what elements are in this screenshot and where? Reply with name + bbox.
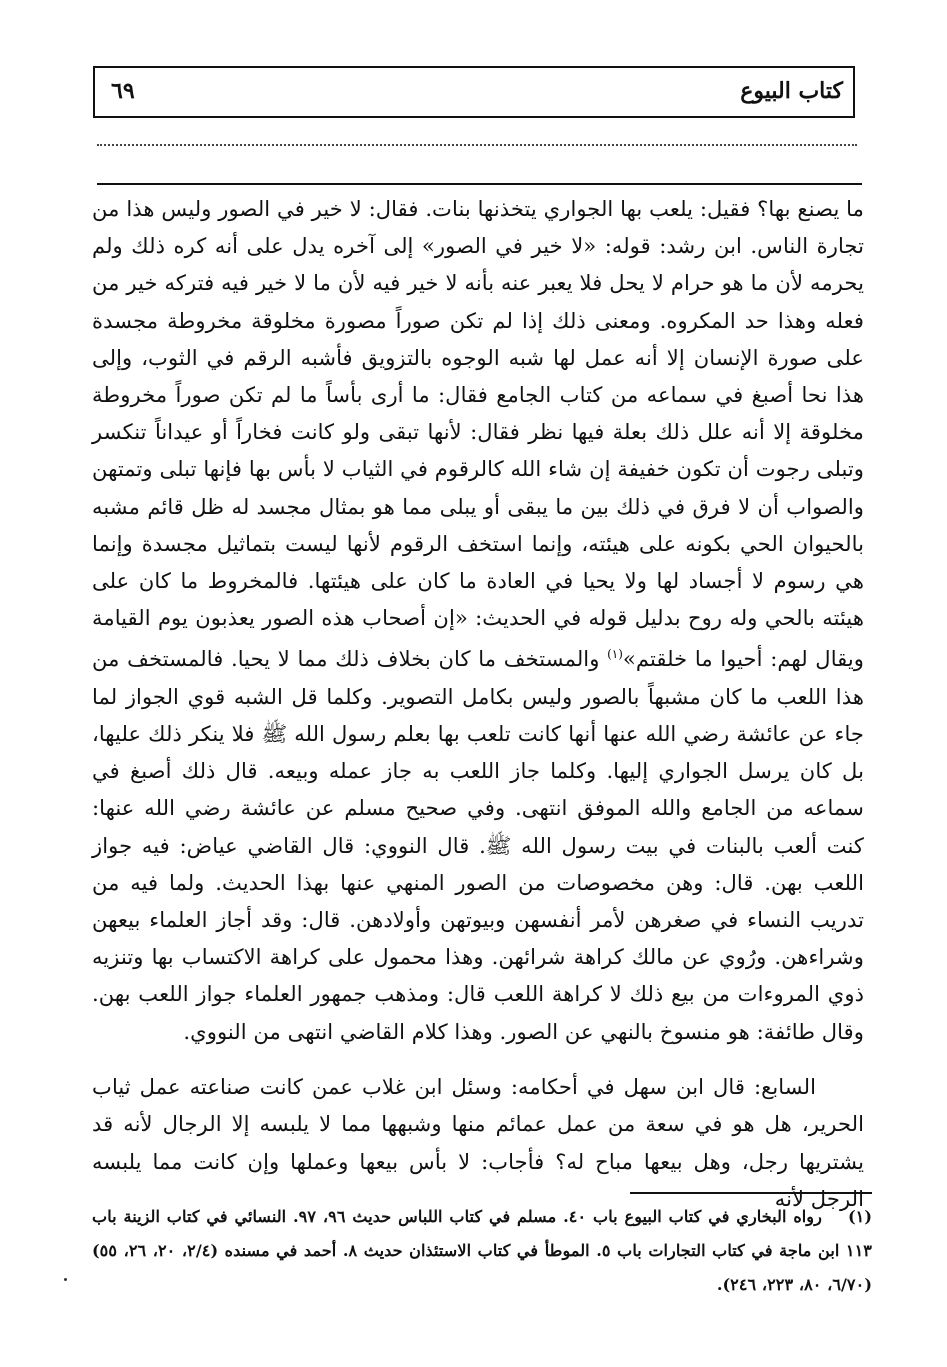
paragraph-1-continuation: والمستخف ما كان بخلاف ذلك مما لا يحيا. فالمستخف من هذا اللعب ما كان مشبهاً بالصور وليس بكامل التصوير. وكلما قل الشبه قوي الجواز لما جاء عن عائشة رضي الله عنها أنها كانت تلعب بها بعلم رسول الله ﷺ فلا ينكر ذلك عليها، بل كان يرسل الجواري إليها. وكلما جاز اللعب به جاز عمله وبيعه. قال ذلك أصبغ في سماعه من الجامع والله الموفق انتهى. وفي صحيح مسلم عن عائشة رضي الله عنها: كنت ألعب بالبنات في بيت رسول الله ﷺ. قال النووي: قال القاضي عياض: فيه جواز اللعب بهن. قال: وهن مخصوصات من الصور المنهي عنها بهذا الحديث. ولما فيه من تدريب النساء في صغرهن لأمر أنفسهن وبيوتهن وأولادهن. قال: وقد أجاز العلماء بيعهن وشراءهن. ورُوي عن مالك كراهة شرائهن. وهذا محمول على كراهة الاكتساب بها وتنزيه ذوي المروءات من بيع ذلك لا كراهة اللعب قال: ومذهب جمهور العلماء جواز اللعب بهن. وقال طائفة: هو منسوخ بالنهي عن الصور. وهذا كلام القاضي انتهى من النووي. (92, 646, 864, 1044)
footnote-rule (630, 1192, 872, 1194)
paragraph-1-start: ما يصنع بها؟ فقيل: يلعب بها الجواري يتخذنها بنات. فقال: لا خير في الصور وليس هذا من تجارة الناس. ابن رشد: قوله: «لا خير في الصور» إلى آخره يدل على أنه كره ذلك ولم يحرمه لأن ما هو حرام لا يحل فلا يعبر عنه بأنه لا خير فيه لأن ما لا خير فيه فتركه خير من فعله وهذا حد المكروه. ومعنى ذلك إذا لم تكن صوراً مصورة مخلوقة مخروطة مجسدة على صورة الإنسان إلا أنه عمل لها شبه الوجوه بالتزويق فأشبه الرقم في الثوب، وإلى هذا نحا أصبغ في سماعه من كتاب الجامع فقال: ما أرى بأساً ما لم تكن صوراً مخروطة مخلوقة إلا أنه علل ذلك بعلة فيها نظر فقال: لأنها تبقى ولو كانت فخاراً أو عيداناً تنكسر وتبلى رجوت أن تكون خفيفة إن شاء الله كالرقوم في الثياب لا بأس بها فإنها تبلى وتمتهن والصواب أن لا فرق في ذلك بين ما يبقى أو يبلى مما هو بمثال مجسد له ظل قائم مشبه بالحيوان الحي بكونه على هيئته، وإنما استخف الرقوم لأنها ليست بتماثيل مجسدة وإنما هي رسوم لا أجساد لها ولا يحيا في العادة ما كان على هيئتها. فالمخروط ما كان على هيئته بالحي وله روح بدليل قوله في الحديث: «إن أصحاب هذه الصور يعذبون يوم القيامة ويقال لهم: أحيوا ما خلقتم» (92, 196, 865, 672)
footnote-reference[interactable]: (١) (607, 647, 623, 662)
footnote-text: رواه البخاري في كتاب البيوع باب ٤٠. مسلم في كتاب اللباس حديث ٩٦، ٩٧. النسائي في كتاب الزينة باب ١١٣ ابن ماجة في كتاب التجارات باب ٥. الموطأ في كتاب الاستئذان حديث ٨. أحمد في مسنده (٢/٤، ٢٠، ٢٦، ٥٥) (٦/٧٠، ٨٠، ٢٢٣، ٢٤٦). (92, 1207, 872, 1294)
running-header (93, 66, 855, 118)
footnote (92, 1200, 872, 1302)
top-rule (97, 183, 862, 185)
main-text (92, 190, 864, 1050)
chapter-title: كتاب البيوع (740, 78, 843, 104)
paragraph-1 (92, 190, 864, 1050)
dotted-divider (97, 144, 857, 146)
paragraph-2: السابع: قال ابن سهل في أحكامه: وسئل ابن غلاب عمن كانت صناعته عمل ثياب الحرير، هل هو في سعة من عمل عمائم منها وشبهها مما لا يلبسه إلا الرجال لأنه قد يشتريها رجل، وهل بيعها مباح له؟ فأجاب: لا بأس بيعها وعملها وإن كانت مما يلبسه الرجل لأنه (92, 1074, 864, 1212)
scan-speck (64, 1278, 67, 1281)
footnote-marker: (١) (847, 1207, 872, 1226)
page-number: ٦٩ (111, 78, 135, 104)
